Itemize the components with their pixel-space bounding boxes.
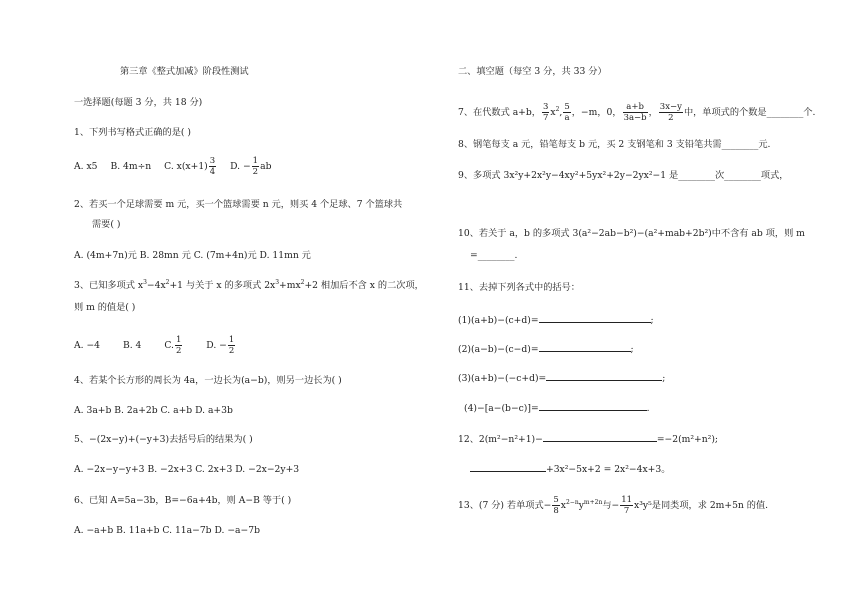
question-7: 7、在代数式 a+b， $\frac{3}{7}$ $x^2$, $\frac{5}{a}$ ，−m，0， $\frac{a+b}{3a-b}$ ， $\frac{3x-y}{2}$ 中，单项式的个数是________个.	[458, 102, 816, 123]
fraction: $\frac{3}{4}$	[209, 156, 216, 177]
answer-blank[interactable]	[539, 312, 651, 323]
question-4-options: A. 3a+b B. 2a+2b C. a+b D. a+3b	[74, 405, 233, 416]
page-title: 第三章《整式加减》阶段性测试	[120, 66, 249, 77]
question-5-options: A. −2x−y−y+3 B. −2x+3 C. 2x+3 D. −2x−2y+3	[74, 464, 300, 475]
answer-blank[interactable]	[543, 431, 657, 442]
fraction: $\frac{11}{7}$	[621, 495, 633, 516]
section-fill-heading: 二、填空题（每空 3 分，共 33 分）	[458, 66, 607, 77]
question-6: 6、已知 A=5a−3b，B=−6a+4b，则 A−B 等于( )	[74, 495, 292, 506]
fraction: $\frac{3x-y}{2}$	[659, 102, 682, 123]
fraction: $\frac{1}{2}$	[228, 335, 235, 356]
answer-blank[interactable]	[539, 400, 647, 411]
fraction: $\frac{1}{2}$	[175, 335, 182, 356]
question-2-line1: 2、若买一个足球需要 m 元，买一个篮球需要 n 元，则买 4 个足球、7 个篮球共	[74, 199, 403, 210]
question-9: 9、多项式 3x²y+2x²y−4xy²+5yx²+2y−2yx²−1 是________次________项式，	[458, 170, 789, 181]
question-3-line1: 3、已知多项式 $x^3-4x^2+1$ 与关于 x 的多项式 $2x^3+mx^2+2$ 相加后不含 x 的二次项，	[74, 278, 424, 291]
question-3-options: A. −4 B. 4 C. $\frac{1}{2}$ D. − $\frac{1}{2}$	[74, 335, 235, 356]
fraction: $\frac{5}{8}$	[553, 495, 559, 516]
fraction: $\frac{5}{a}$	[564, 102, 570, 123]
question-12-line2: +3x²−5x+2 = 2x²−4x+3。	[470, 461, 670, 476]
question-11-part3: (3)(a+b)−(−c+d)= ;	[458, 370, 665, 385]
question-5: 5、−(2x−y)+(−y+3)去括号后的结果为( )	[74, 434, 253, 445]
section-choice-heading: 一选择题(每题 3 分，共 18 分)	[74, 97, 203, 108]
question-11-part4: (4)−[a−(b−c)]= .	[464, 400, 650, 415]
question-3-line2: 则 m 的值是( )	[74, 302, 136, 313]
question-2-options: A. (4m+7n)元 B. 28mn 元 C. (7m+4n)元 D. 11mn 元	[74, 250, 311, 261]
question-11-part2: (2)(a−b)−(c−d)= ;	[458, 341, 634, 356]
fraction: $\frac{a+b}{3a-b}$	[623, 102, 647, 123]
answer-blank[interactable]	[539, 341, 631, 352]
question-4: 4、若某个长方形的周长为 4a，一边长为(a−b)，则另一边长为( )	[74, 375, 342, 386]
question-12-line1: 12、2(m²−n²+1)− =−2(m²+n²);	[458, 431, 718, 446]
question-1: 1、下列书写格式正确的是( )	[74, 127, 191, 138]
question-13: 13、(7 分) 若单项式− $\frac{5}{8}$ $x^{2-n}y^{m+2n}$与− $\frac{11}{7}$ x³y⁵是同类项，求 2m+5n 的值.	[458, 495, 769, 516]
fraction: $\frac{3}{7}$	[542, 102, 549, 123]
question-2-line2: 需要( )	[92, 219, 121, 230]
question-6-options: A. −a+b B. 11a+b C. 11a−7b D. −a−7b	[74, 525, 260, 536]
answer-blank[interactable]	[470, 461, 546, 472]
question-1-options: A. x5 B. 4m÷n C. x(x+1) $\frac{3}{4}$ D. − $\frac{1}{2}$ ab	[74, 156, 272, 177]
question-8: 8、钢笔每支 a 元，铅笔每支 b 元，买 2 支钢笔和 3 支铅笔共需________元.	[458, 139, 771, 150]
question-11: 11、去掉下列各式中的括号：	[458, 282, 580, 293]
fraction: $\frac{1}{2}$	[252, 156, 259, 177]
question-10-line1: 10、若关于 a，b 的多项式 3(a²−2ab−b²)−(a²+mab+2b²)中不含有 ab 项，则 m	[458, 228, 805, 239]
question-10-line2: =________.	[470, 250, 518, 261]
answer-blank[interactable]	[546, 370, 662, 381]
question-11-part1: (1)(a+b)−(c+d)= ;	[458, 312, 654, 327]
